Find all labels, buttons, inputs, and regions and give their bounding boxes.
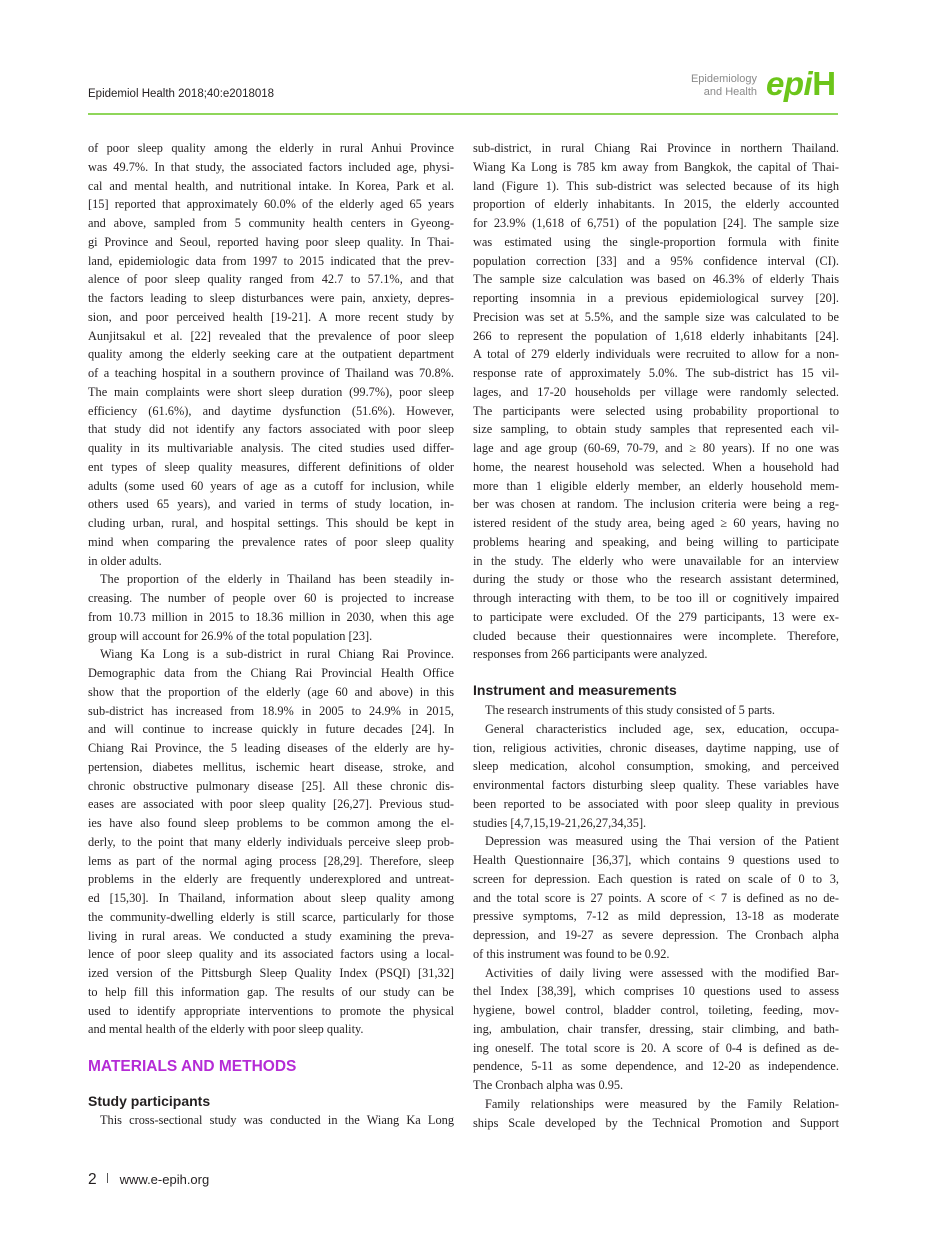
text-line: cal and mental health, and nutritional intake. In Korea, Park et al. — [88, 178, 454, 193]
text-line: depression, and 19-27 as severe depression. The Cronbach alpha — [473, 928, 839, 942]
text-line: to participate were excluded. Of the 279 participants, 13 were ex- — [473, 609, 839, 624]
text-line: [15] reported that approximately 60.0% of the elderly aged 65 years — [88, 197, 454, 212]
text-line: creasing. The number of people over 60 is projected to increase — [88, 591, 454, 605]
text-line: of a teaching hospital in a southern province of Thailand was 70.8%. — [88, 366, 454, 380]
text-line: sion, and poor perceived health [19-21]. A more recent study by — [88, 309, 454, 324]
text-line: This cross-sectional study was conducted in the Wiang Ka Long — [100, 1113, 454, 1127]
paragraph — [473, 1095, 839, 1133]
text-line: Wiang Ka Long is a sub-district in rural Chiang Rai Province. — [100, 647, 454, 662]
text-line: Demographic data from the Chiang Rai Provincial Health Office — [88, 666, 454, 680]
text-line: istered resident of the study area, being aged ≥ 60 years, having no — [473, 516, 839, 530]
text-line: show that the proportion of the elderly (age 60 and above) in this — [88, 684, 454, 699]
text-line: that study did not identify any factors associated with poor sleep — [88, 422, 454, 437]
text-line: and will continue to increase quickly in future decades [24]. In — [88, 722, 454, 737]
text-line: sub-district, in rural Chiang Rai Province in northern Thailand. — [473, 141, 839, 155]
paragraph — [473, 720, 839, 833]
text-line: and the total score is 27 points. A score of < 7 is defined as no de- — [473, 890, 839, 905]
text-line: lages, and 17-20 households per village were randomly selected. — [473, 384, 839, 399]
text-line: cluding urban, rural, and hospital settings. This should be kept in — [88, 516, 454, 530]
footer-separator — [107, 1173, 108, 1183]
text-line: home, the nearest household was selected. When a household had — [473, 459, 839, 474]
text-line: was estimated using the single-proportion formula with finite — [473, 234, 839, 249]
journal-url: www.e-epih.org — [119, 1172, 210, 1187]
paragraph — [473, 832, 839, 963]
text-line: pendence, 5-11 as some dependence, and 12-20 as independence. — [473, 1059, 839, 1074]
text-line: pertension, diabetes mellitus, ischemic heart disease, stroke, and — [88, 759, 454, 774]
text-line: problems hearing and speaking, and being willing to participate — [473, 534, 839, 549]
text-line: ships Scale developed by the Technical Promotion and Support — [473, 1115, 839, 1130]
subheading-study-participants: Study participants — [88, 1093, 211, 1109]
text-line: The research instruments of this study consisted of 5 parts. — [485, 703, 776, 717]
column-right — [473, 139, 839, 664]
text-line: alence of poor sleep quality ranged from 42.7 to 57.1%, and that — [88, 272, 454, 287]
text-line: during the study or those who the research assistant determined, — [473, 572, 839, 587]
text-line: was 49.7%. In that study, the associated factors included age, physi- — [88, 159, 454, 174]
text-line: cluded because their questionnaires were incomplete. Therefore, — [473, 628, 839, 643]
paragraph — [88, 1111, 454, 1130]
text-line: in the study. The elderly who were unavailable for an interview — [473, 553, 839, 568]
text-line: group will account for 26.9% of the total population [23]. — [88, 628, 373, 643]
text-line: studies [4,7,15,19-21,26,27,34,35]. — [473, 815, 647, 830]
text-line: others used 65 years), and varied in terms of study location, in- — [88, 497, 454, 512]
text-line: of this instrument was found to be 0.92. — [473, 946, 670, 961]
text-line: Health Questionnaire [36,37], which contains 9 questions used to — [473, 853, 839, 867]
page-number: 2 — [88, 1171, 97, 1188]
text-line: quality among the elderly seeking care at the outpatient department — [88, 347, 454, 362]
text-line: screen for depression. Each question is rated on scale of 0 to 3, — [473, 871, 839, 886]
text-line: quality in its multivariable analysis. The cited studies used differ- — [88, 441, 454, 455]
text-line: ber was chosen at random. The inclusion criteria were being a reg- — [473, 497, 839, 512]
text-line: adults (some used 60 years of age as a cutoff for inclusion, while — [88, 478, 454, 493]
text-line: of poor sleep quality among the elderly in rural Anhui Province — [88, 141, 454, 155]
text-line: lems as part of the normal aging process [28,29]. Therefore, sleep — [88, 853, 454, 868]
text-line: from 10.73 million in 2015 to 18.36 million in 2030, when this age — [88, 609, 454, 624]
text-line: proportion of elderly inhabitants. In 2015, the elderly accounted — [473, 197, 839, 212]
text-line: The main complaints were short sleep duration (99.7%), poor sleep — [88, 384, 454, 399]
text-line: General characteristics included age, sex, education, occupa- — [485, 721, 839, 736]
logo-line-2: and Health — [703, 86, 757, 98]
text-line: Depression was measured using the Thai version of the Patient — [485, 834, 839, 849]
text-line: to help fill this information gap. The results of our study can be — [88, 984, 454, 999]
text-line: land, epidemiologic data from 1997 to 2015 indicated that the prev- — [88, 253, 454, 268]
text-line: mind when comparing the prevalence rates of poor sleep quality — [88, 534, 454, 549]
text-line: Chiang Rai Province, the 5 leading diseases of the elderly are hy- — [88, 741, 454, 755]
text-line: in older adults. — [88, 553, 162, 568]
text-line: the community-dwelling elderly is still scarce, particularly for those — [88, 909, 454, 924]
text-line: through interacting with them, to be too ill or cognitively impaired — [473, 591, 839, 605]
text-line: Precision was set at 5.5%, and the sample size was calculated to be — [473, 309, 839, 324]
paragraph — [473, 701, 839, 720]
paragraph — [88, 570, 454, 645]
paragraph — [88, 645, 454, 1039]
running-head-citation: Epidemiol Health 2018;40:e2018018 — [88, 88, 275, 100]
text-line: Activities of daily living were assessed with the modified Bar- — [485, 965, 839, 980]
text-line: sleep medication, alcohol consumption, smoking, and perceived — [473, 759, 839, 774]
header-rule — [88, 113, 838, 115]
text-line: response rate of approximately 5.0%. The sub-district has 15 vil- — [473, 366, 839, 380]
text-line: 266 to represent the population of 1,618 elderly inhabitants [24]. — [473, 328, 839, 343]
text-line: thel Index [38,39], which comprises 10 questions used to assess — [473, 984, 839, 999]
journal-logo-text — [691, 73, 757, 99]
text-line: for 23.9% (1,618 of 6,751) of the population [24]. The sample size — [473, 216, 839, 230]
text-line: Aunjitsakul et al. [22] revealed that the prevalence of poor sleep — [88, 328, 454, 343]
text-line: efficiency (61.6%), and daytime dysfunction (51.6%). However, — [88, 403, 454, 418]
text-line: environmental factors disturbing sleep quality. These variables have — [473, 778, 839, 792]
text-line: eases are associated with poor sleep quality [26,27]. Previous stud- — [88, 797, 454, 812]
text-line: been reported to be associated with poor sleep quality in previous — [473, 796, 839, 811]
text-line: The sample size calculation was based on 46.3% of elderly Thais — [473, 272, 839, 287]
epih-logo: epiH — [766, 65, 836, 102]
text-line: lage and age group (60-69, 70-79, and ≥ 80 years). If no one was — [473, 441, 839, 455]
text-line: The participants were selected using probability proportional to — [473, 403, 839, 418]
text-line: sub-district has increased from 18.9% in 2005 to 24.9% in 2015, — [88, 703, 454, 718]
column-left — [88, 139, 454, 1039]
text-line: ized version of the Pittsburgh Sleep Quality Index (PSQI) [31,32] — [88, 966, 454, 980]
text-line: Wiang Ka Long is 785 km away from Bangkok, the capital of Thai- — [473, 159, 839, 174]
logo-line-1: Epidemiology — [690, 73, 757, 85]
text-line: and mental health of the elderly with poor sleep quality. — [88, 1022, 364, 1037]
text-line: The proportion of the elderly in Thailand has been steadily in- — [100, 572, 454, 587]
text-line: ent types of sleep quality measures, different definitions of older — [88, 459, 454, 474]
paragraph — [473, 964, 839, 1095]
text-line: problems in the elderly are frequently underexplored and untreat- — [88, 872, 454, 887]
section-heading-materials-methods: MATERIALS AND METHODS — [88, 1058, 297, 1075]
text-line: the factors leading to sleep disturbances were pain, anxiety, depres- — [88, 291, 454, 305]
text-line: lence of poor sleep quality and its associated factors using a local- — [88, 947, 454, 962]
text-line: responses from 266 participants were analyzed. — [473, 647, 708, 662]
text-line: and above, sampled from 5 community health centers in Gyeong- — [88, 216, 454, 230]
text-line: reporting insomnia in a previous epidemiological survey [20]. — [473, 291, 839, 305]
page-footer — [88, 1171, 209, 1189]
paragraph — [473, 139, 839, 664]
text-line: The Cronbach alpha was 0.95. — [473, 1078, 624, 1092]
text-line: population correction [33] and a 95% confidence interval (CI). — [473, 253, 839, 268]
column-right-continued — [473, 701, 839, 1132]
text-line: ies have also found sleep problems to be common among the el- — [88, 816, 454, 830]
text-line: land (Figure 1). This sub-district was selected because of its high — [473, 178, 839, 193]
text-line: size sampling, to obtain study samples that represented each vil- — [473, 422, 839, 437]
text-line: living in rural areas. We conducted a study examining the preva- — [88, 928, 454, 943]
text-line: derly, to the point that many elderly individuals perceive sleep prob- — [88, 834, 454, 849]
text-line: ing, ambulation, chair transfer, dressing, stair climbing, and bath- — [473, 1021, 839, 1036]
subheading-instrument-measurements: Instrument and measurements — [473, 682, 677, 698]
text-line: pressive symptoms, 7-12 as mild depression, 13-18 as moderate — [473, 909, 839, 924]
text-line: ing oneself. The total score is 20. A score of 0-4 is defined as de- — [473, 1040, 839, 1055]
text-line: chronic obstructive pulmonary disease [25]. All these chronic dis- — [88, 778, 454, 793]
text-line: ed [15,30]. In Thailand, information about sleep quality among — [88, 891, 454, 905]
text-line: tion, religious activities, chronic diseases, daytime napping, use of — [473, 740, 839, 755]
text-line: more than 1 eligible elderly member, an elderly household mem- — [473, 478, 839, 493]
text-line: used to identify appropriate interventions to promote the physical — [88, 1003, 454, 1018]
paragraph — [88, 139, 454, 570]
text-line: Family relationships were measured by the Family Relation- — [485, 1096, 839, 1111]
text-line: A total of 279 elderly individuals were recruited to allow for a non- — [473, 347, 839, 362]
text-line: gi Province and Seoul, reported having poor sleep quality. In Thai- — [88, 234, 454, 249]
text-line: hygiene, bowel control, bladder control, toileting, feeding, mov- — [473, 1003, 839, 1017]
column-left-continued — [88, 1111, 454, 1130]
